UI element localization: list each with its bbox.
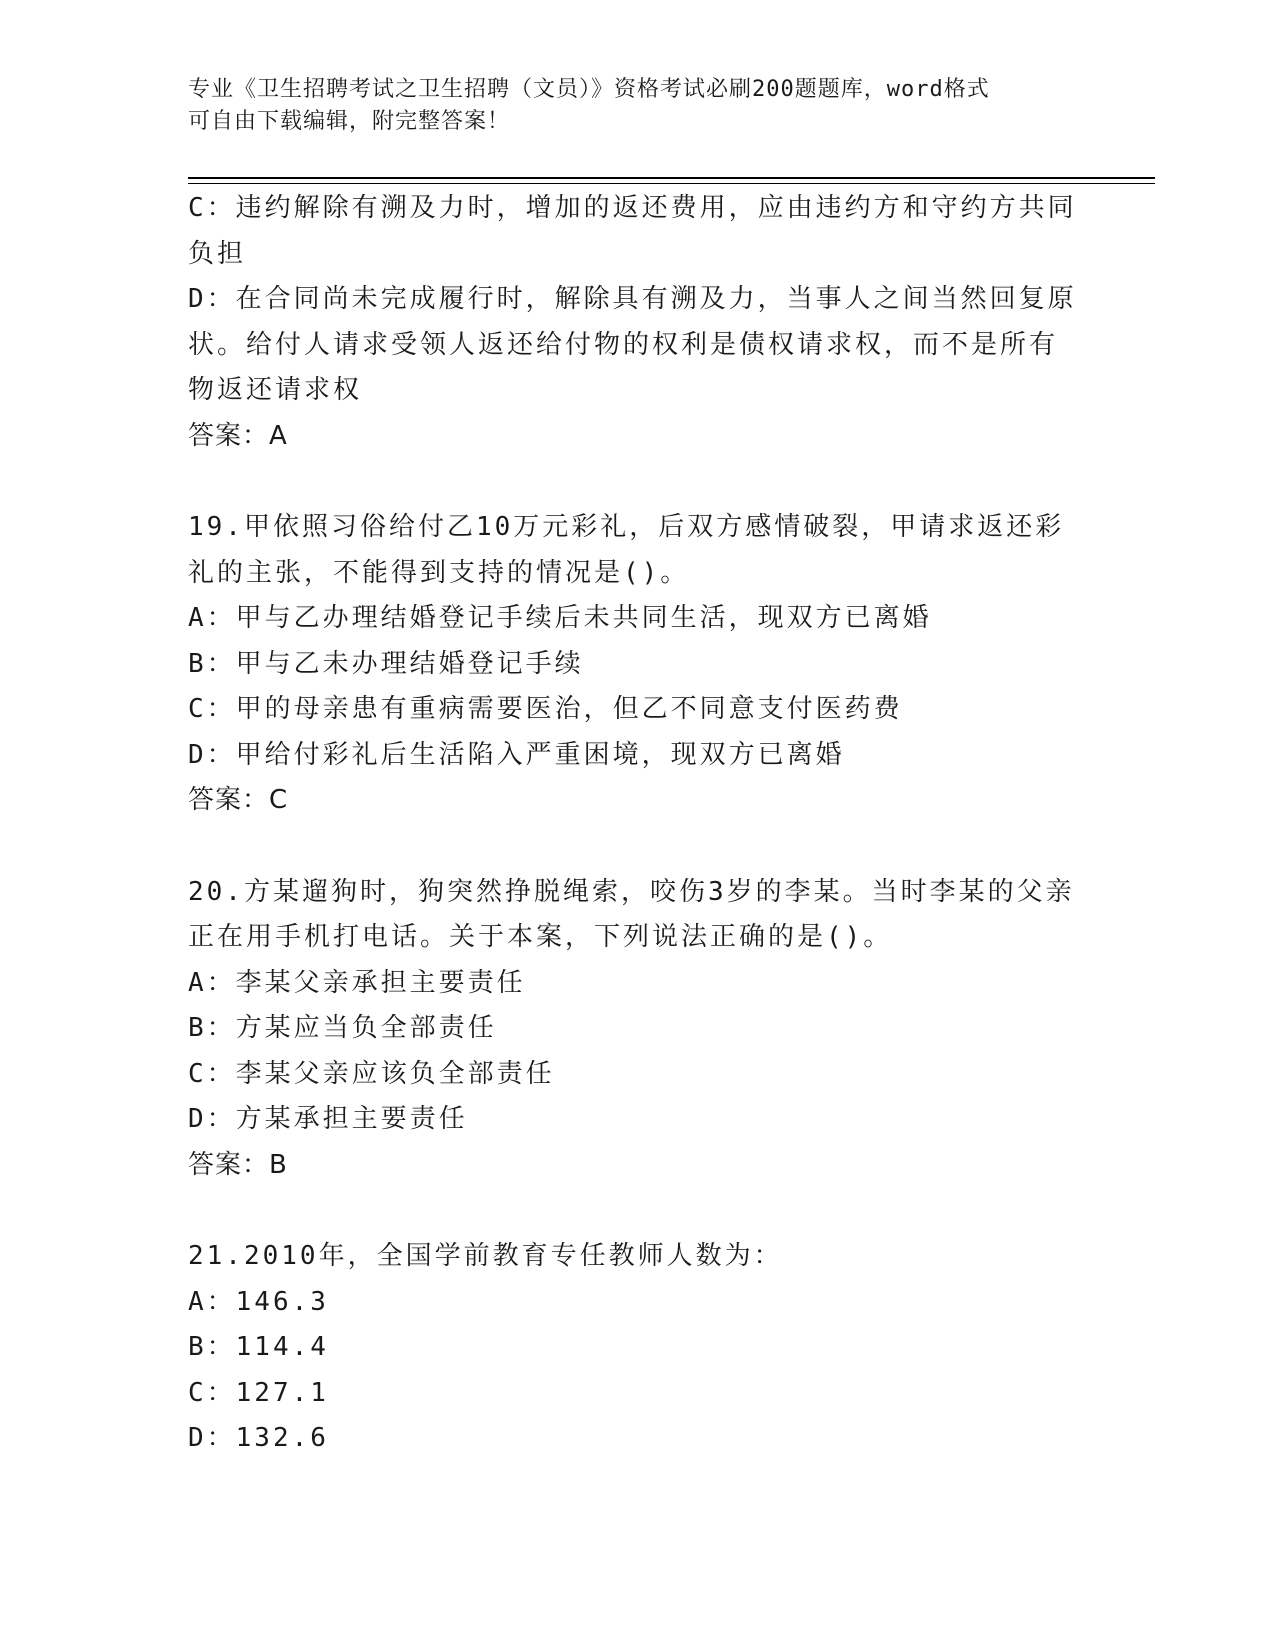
option-c: C：甲的母亲患有重病需要医治，但乙不同意支付医药费 (188, 694, 903, 724)
question-content (188, 186, 1088, 1462)
option-b: B：114.4 (188, 1332, 329, 1362)
spacer (188, 1188, 1088, 1234)
option-c: C：127.1 (188, 1377, 329, 1408)
question-stem: 21.2010年，全国学前教育专任教师人数为： (188, 1241, 783, 1271)
option-d: D：132.6 (188, 1423, 329, 1453)
question-stem: 20.方某遛狗时，狗突然挣脱绳索，咬伤3岁的李某。当时李某的父亲 (188, 876, 1075, 907)
option-c: C：违约解除有溯及力时，增加的返还费用，应由违约方和守约方共同 (188, 193, 1077, 223)
header-title-line-1: 专业《卫生招聘考试之卫生招聘（文员）》资格考试必刷200题题库，word格式 (188, 77, 990, 102)
header-divider-thick (188, 177, 1155, 179)
option-d: D：甲给付彩礼后生活陷入严重困境，现双方已离婚 (188, 739, 845, 770)
document-header (188, 74, 1068, 138)
option-c: C：李某父亲应该负全部责任 (188, 1058, 555, 1089)
question-21 (188, 1234, 1088, 1462)
answer: 答案：C (188, 785, 289, 815)
question-18-continued (188, 186, 1088, 459)
option-b: B：方某应当负全部责任 (188, 1013, 497, 1043)
option-d: D：方某承担主要责任 (188, 1104, 468, 1134)
option-b: B：甲与乙未办理结婚登记手续 (188, 648, 584, 679)
question-stem-continued: 正在用手机打电话。关于本案，下列说法正确的是()。 (188, 922, 893, 952)
answer: 答案：A (188, 420, 288, 451)
option-d-continued: 状。给付人请求受领人返还给付物的权利是债权请求权，而不是所有 (188, 329, 1059, 360)
header-title-line-2: 可自由下载编辑，附完整答案！ (188, 109, 511, 134)
option-d: D：在合同尚未完成履行时，解除具有溯及力，当事人之间当然回复原 (188, 284, 1077, 314)
option-a: A：李某父亲承担主要责任 (188, 967, 526, 998)
header-divider-thin (188, 183, 1155, 184)
question-stem-continued: 礼的主张，不能得到支持的情况是()。 (188, 557, 690, 588)
question-20 (188, 870, 1088, 1189)
option-d-continued: 物返还请求权 (188, 375, 363, 405)
option-a: A：甲与乙办理结婚登记手续后未共同生活，现双方已离婚 (188, 603, 932, 633)
spacer (188, 459, 1088, 505)
answer: 答案：B (188, 1149, 288, 1180)
question-stem: 19.甲依照习俗给付乙10万元彩礼，后双方感情破裂，甲请求返还彩 (188, 512, 1065, 542)
question-19 (188, 505, 1088, 824)
option-a: A：146.3 (188, 1286, 329, 1317)
spacer (188, 824, 1088, 870)
option-c-continued: 负担 (188, 238, 247, 269)
